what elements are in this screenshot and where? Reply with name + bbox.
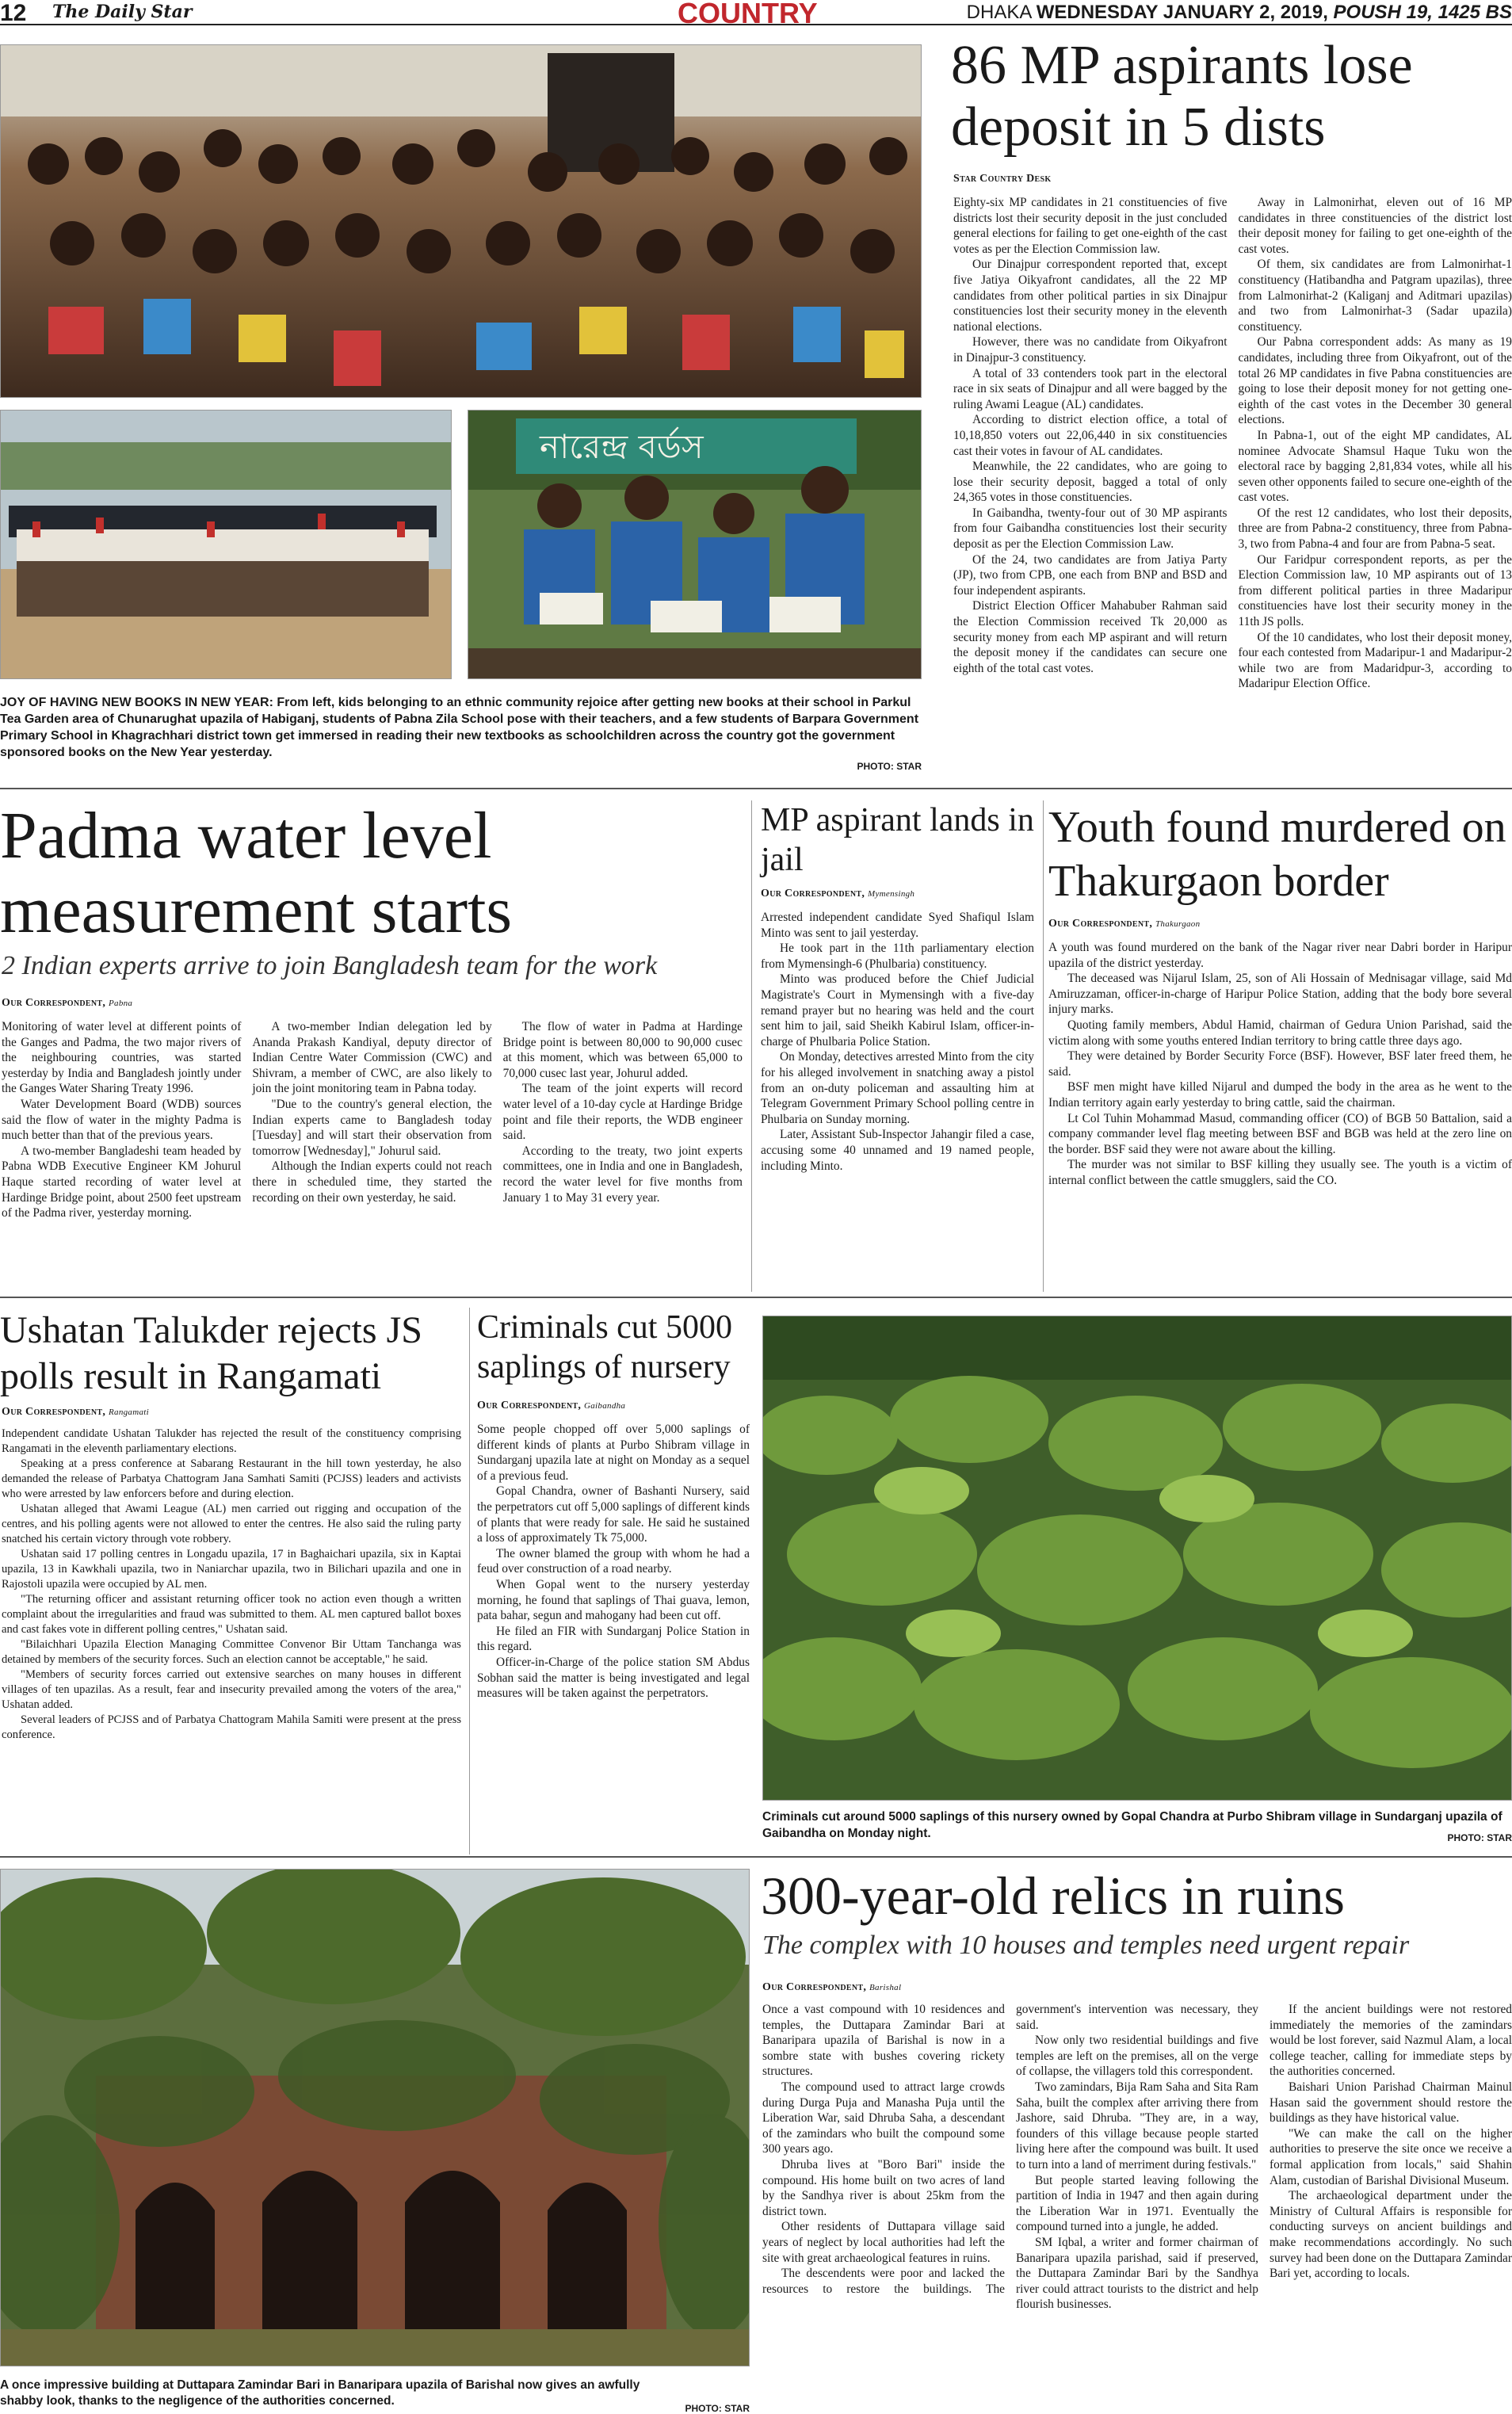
mp86-byline: Star Country Desk	[953, 173, 1052, 185]
divider	[0, 788, 1512, 789]
relics-byline: Our Correspondent, Barishal	[762, 1981, 902, 1993]
paragraph: But people started leaving following the partition of India in 1947 and then again during the Liberation War in 1971. Eventually the compound turned into a jungle, he added.	[1016, 2173, 1258, 2234]
paragraph: Of them, six candidates are from Lalmonirhat-1 constituency (Hatibandha and Patgram upazilas), three from Lalmonirhat-2 (Kaliganj and Aditmari upazilas) and two from Lalmonirhat-3 (Sadar upazila) constituency.	[1238, 258, 1512, 334]
paragraph: A total of 33 contenders took part in the electoral race in six seats of Dinajpur and all were bagged by the ruling Awami League (AL) candidates.	[953, 366, 1228, 411]
paragraph: Ushatan said 17 polling centres in Longadu upazila, 17 in Baghaichari upazila, six in Kaptai upazila, 13 in Kawkhali upazila, two in Naniarchar upazila, two in Bilichari upazila and one in Rajostoli upazila were occupied by AL men.	[2, 1548, 461, 1591]
paragraph: "The returning officer and assistant returning officer took no action even though a written complaint about the irregularities and fraud was submitted to them. AL men captured ballot boxes and cast fakes vote in different polling centres," Ushatan said.	[2, 1593, 461, 1636]
books-photo-credit: PHOTO: STAR	[857, 761, 922, 772]
dateline: DHAKA WEDNESDAY JANUARY 2, 2019, POUSH 19, 1425 BS	[966, 2, 1512, 23]
relics-body	[762, 2002, 1512, 2411]
paragraph: The compound used to attract large crowds during Durga Puja and Manasha Puja until the Liberation War, said Dhruba Saha, a descendant of the zamindars who built the compound some 300 years ago.	[762, 2080, 1005, 2156]
ushatan-headline: Ushatan Talukder rejects JS polls result in Rangamati	[0, 1309, 422, 1397]
photo-nursery	[762, 1316, 1512, 1801]
divider	[469, 1308, 470, 1854]
masthead: The Daily Star	[52, 2, 193, 22]
paragraph: The team of the joint experts will record water level of a 10-day cycle at Hardinge Bridge point and file their reports, the WDB engineer said.	[502, 1082, 743, 1143]
paragraph: On Monday, detectives arrested Minto from the city for his alleged involvement in snatching away a pistol from an on-duty policeman and assaulting him at Telegram Government Primary School polling centre in Phulbaria on Sunday morning.	[761, 1050, 1034, 1126]
paragraph: Minto was produced before the Chief Judicial Magistrate's Court in Mymensingh with a five-day remand prayer but no hearing was held and the court sent him to jail, said Sheikh Kabirul Islam, officer-in-charge of Phulbaria Police Station.	[761, 972, 1034, 1048]
paragraph: A youth was found murdered on the bank of the Nagar river near Dabri border in Haripur upazila of the district yesterday.	[1048, 941, 1512, 970]
paragraph: The archaeological department under the Ministry of Cultural Affairs is responsible for conducting surveys on ancient buildings and make recommendations accordingly. No such survey had been done on the Duttapara Zamindar Bari yet, according to locals.	[1270, 2189, 1512, 2281]
paragraph: Quoting family members, Abdul Hamid, chairman of Gedura Union Parishad, said the victim along with some youths entered Indian territory to bring cattle three days ago.	[1048, 1018, 1512, 1048]
paragraph: If the ancient buildings were not restored immediately the memories of the zamindars would be lost forever, said Nazmul Alam, a local college teacher, calling for immediate steps by the authorities concerned.	[1270, 2003, 1512, 2079]
paragraph: "Bilaichhari Upazila Election Managing Committee Convenor Bir Uttam Tanchanga was detained by members of the security forces. Such an election cannot be acceptable," he said.	[2, 1638, 461, 1666]
paragraph: Away in Lalmonirhat, eleven out of 16 MP candidates in three constituencies of the district lost their deposit money for failing to get one-eighth of the cast votes.	[1238, 196, 1512, 256]
saplings-headline: Criminals cut 5000 saplings of nursery	[477, 1309, 732, 1385]
jail-headline: MP aspirant lands in jail	[761, 802, 1034, 878]
paragraph: Other residents of Duttapara village said years of neglect by local authorities had left the site with great archaeological features in ruins.	[762, 2220, 1005, 2265]
jail-body	[761, 910, 1034, 1290]
paragraph: Water Development Board (WDB) sources said the flow of water in the mighty Padma is much better than that of the previous years.	[2, 1097, 242, 1143]
divider	[751, 800, 752, 1292]
paragraph: Baishari Union Parishad Chairman Mainul Hasan said the government should restore the buildings as they have historical value.	[1270, 2080, 1512, 2126]
paragraph: Gopal Chandra, owner of Bashanti Nursery, said the perpetrators cut off 5,000 saplings of different kinds of plants that were ready for sale. He said he sustained a loss of approximately Tk 75,000.	[477, 1484, 750, 1545]
paragraph: "Members of security forces carried out extensive searches on many houses in different villages of ten upazilas. As a result, fear and insecurity prevailed among the voters of the area," Ushatan added.	[2, 1668, 461, 1711]
paragraph: In Gaibandha, twenty-four out of 30 MP aspirants from four Gaibandha constituencies lost their security deposit as per the Election Commission Law.	[953, 506, 1228, 552]
paragraph: A two-member Indian delegation led by Ananda Prakash Kandiyal, deputy director of Indian Centre Water Commission (CWC) and Shivram, a member of CWC, are also likely to join the joint monitoring team in Pabna today.	[252, 1020, 492, 1096]
paragraph: He took part in the 11th parliamentary election from Mymensingh-6 (Phulbaria) constituency.	[761, 942, 1034, 971]
youth-headline: Youth found murdered on Thakurgaon border	[1048, 803, 1506, 906]
paragraph: Our Pabna correspondent adds: As many as 19 candidates, including three from Oikyafront, out of the total 26 MP candidates in five Pabna constituencies are going to lose their deposit money for not getting one-eighth of the cast votes in the December 30 general elections.	[1238, 335, 1512, 427]
photo-khagrachhari-readers	[468, 410, 922, 679]
paragraph: Independent candidate Ushatan Talukder has rejected the result of the constituency comprising Rangamati in the eleventh parliamentary elections.	[2, 1427, 461, 1455]
padma-headline: Padma water level measurement starts	[0, 799, 513, 947]
paragraph: Several leaders of PCJSS and of Parbatya Chattogram Mahila Samiti were present at the press conference.	[2, 1713, 461, 1741]
paragraph: "We can make the call on the higher authorities to preserve the site once we receive a formal application from locals," said Shahin Alam, custodian of Barishal Divisional Museum.	[1270, 2126, 1512, 2187]
section-title: COUNTRY	[678, 0, 818, 29]
photo-zamindar-bari	[0, 1869, 750, 2366]
paragraph: When Gopal went to the nursery yesterday morning, he found that saplings of Thai guava, lemon, pata bahar, segun and mahogany had been cut off.	[477, 1577, 750, 1623]
paragraph: The deceased was Nijarul Islam, 25, son of Ali Hossain of Mednisagar village, said Md Amiruzzaman, officer-in-charge of Haripur Police Station, adding that the body bore several injury marks.	[1048, 972, 1512, 1017]
relics-headline: 300-year-old relics in ruins	[761, 1866, 1345, 1926]
paragraph: Of the 10 candidates, who lost their deposit money, four each contested from Madaripur-1 and Madaripur-2 while two are from Madaridpur-3, according to Madaripur Election Office.	[1238, 630, 1512, 691]
sign-text: নারেন্দ্র বর্ডস	[540, 427, 704, 466]
paragraph: The murder was not similar to BSF killing they usually see. The youth is a victim of internal conflict between the cattle smugglers, said the CO.	[1048, 1158, 1512, 1187]
paragraph: The flow of water in Padma at Hardinge Bridge point is between 80,000 to 90,000 cusec at this moment, which was between 65,000 to 70,000 cusec last year, Johurul added.	[502, 1020, 743, 1080]
paragraph: He filed an FIR with Sundarganj Police Station in this regard.	[477, 1624, 750, 1654]
paragraph: SM Iqbal, a writer and former chairman of Banaripara upazila parishad, said if preserved, the Duttapara Zamindar Bari by the Sandhya river could attract tourists to the district and help flourish businesses.	[1016, 2235, 1258, 2312]
ushatan-body	[2, 1427, 461, 1847]
paragraph: The owner blamed the group with whom he had a feud over construction of a road nearby.	[477, 1546, 750, 1576]
paragraph: Lt Col Tuhin Mohammad Masud, commanding officer (CO) of BGB 50 Battalion, said a company commander level flag meeting between BSF and BGB was held at the zero line on the border. BSF said they were not aware about the killing.	[1048, 1111, 1512, 1156]
paragraph: Of the 24, two candidates are from Jatiya Party (JP), two from CPB, one each from BNP and BSD and four independent aspirants.	[953, 552, 1228, 598]
paragraph: "Due to the country's general election, the Indian experts came to Bangladesh today [Tuesday] and will start their observation from tomorrow [Wednesday]," Johurul said.	[252, 1097, 492, 1158]
paragraph: Our Faridpur correspondent reports, as per the Election Commission law, 10 MP aspirants out of 13 from different political parties in three Madaripur constituencies have lost their security money in the 11th JS polls.	[1238, 552, 1512, 629]
mp86-body	[953, 195, 1512, 781]
paragraph: In Pabna-1, out of the eight MP candidates, AL nominee Advocate Shamsul Haque Tuku won the electoral race by bagging 2,81,834 votes, while all his seven other opponents failed to secure one-eighth of the cast votes.	[1238, 428, 1512, 505]
mp86-headline: 86 MP aspirants lose deposit in 5 dists	[951, 35, 1413, 158]
relics-photo-credit: PHOTO: STAR	[685, 2403, 750, 2414]
paragraph: According to district election office, a total of 10,18,850 voters out 22,06,440 in six constituencies cast their votes in favour of AL candidates.	[953, 413, 1228, 458]
paragraph: Meanwhile, the 22 candidates, who are going to lose their security deposit, bagged a total of only 24,365 votes in those constituencies.	[953, 460, 1228, 505]
paragraph: Speaking at a press conference at Sabarang Restaurant in the hill town yesterday, he also demanded the release of Parbatya Chattogram Jana Samhati Samiti (PCJSS) leaders and activists who were arrested by law enforcers before and during election.	[2, 1457, 461, 1500]
paragraph: Arrested independent candidate Syed Shafiqul Islam Minto was sent to jail yesterday.	[761, 911, 1034, 940]
paragraph: Our Dinajpur correspondent reported that, except five Jatiya Oikyafront candidates, all the 22 MP candidates from other political parties in six Dinajpur constituencies lost their security money in the eleventh national elections.	[953, 258, 1228, 334]
paragraph: Now only two residential buildings and five temples are left on the premises, all on the verge of collapse, the villagers told this correspondent.	[1016, 2034, 1258, 2079]
paragraph: A two-member Bangladeshi team headed by Pabna WDB Executive Engineer KM Johurul Haque started recording of water level at Hardinge Bridge point, about 2500 feet upstream of the Padma river, yesterday morning.	[2, 1144, 242, 1220]
page-header	[0, 0, 1512, 29]
youth-body	[1048, 940, 1512, 1289]
paragraph: Some people chopped off over 5,000 saplings of different kinds of plants at Purbo Shibram village in Sundarganj upazila late at night on Monday as a sequel of a previous feud.	[477, 1423, 750, 1483]
paragraph: District Election Officer Mahabuber Rahman said the Election Commission received Tk 20,000 as security money from each MP aspirant and will return the deposit money if the candidates can secure one eighth of the total cast votes.	[953, 599, 1228, 675]
paragraph: BSF men might have killed Nijarul and dumped the body in the area as he went to the Indian territory again early yesterday to bring cattle, said the chairman.	[1048, 1080, 1512, 1110]
photo-pabna-students	[0, 410, 452, 679]
jail-byline: Our Correspondent, Mymensingh	[761, 888, 915, 900]
paragraph: Although the Indian experts could not reach there in scheduled time, they started the recording on their own yesterday, he said.	[252, 1159, 492, 1205]
relics-deck: The complex with 10 houses and temples need urgent repair	[762, 1931, 1410, 1960]
relics-caption: A once impressive building at Duttapara Zamindar Bari in Banaripara upazila of Barishal now gives an awfully shabby look, thanks to the negligence of the authorities concerned.	[0, 2378, 640, 2408]
paragraph: Officer-in-Charge of the police station SM Abdus Sobhan said the matter is being investigated and legal measures will be taken against the perpetrators.	[477, 1655, 750, 1701]
paragraph: Later, Assistant Sub-Inspector Jahangir filed a case, accusing some 40 unnamed and 19 named people, including Minto.	[761, 1128, 1034, 1173]
saplings-caption: Criminals cut around 5000 saplings of this nursery owned by Gopal Chandra at Purbo Shibram village in Sundarganj upazila of Gaibandha on Monday night.	[762, 1810, 1502, 1840]
paragraph: Of the rest 12 candidates, who lost their deposits, three are from Pabna-2 constituency, three from Pabna-3, two from Pabna-4 and four are from Pabna-5 seat.	[1238, 506, 1512, 552]
padma-byline: Our Correspondent, Pabna	[2, 997, 133, 1009]
paragraph: Ushatan alleged that Awami League (AL) men carried out rigging and occupation of the centres, and his polling agents were not allowed to enter the centres. He also said the ruling party snatched his certain victory through vote robbery.	[2, 1503, 461, 1545]
padma-deck: 2 Indian experts arrive to join Bangladesh team for the work	[2, 951, 658, 980]
page-number: 12	[0, 0, 27, 26]
saplings-photo-credit: PHOTO: STAR	[1447, 1832, 1512, 1843]
photo-kids-books	[0, 44, 922, 398]
divider	[1043, 800, 1044, 1292]
youth-byline: Our Correspondent, Thakurgaon	[1048, 918, 1201, 930]
saplings-body	[477, 1422, 750, 1850]
divider	[0, 1856, 1512, 1858]
paragraph: The descendents were poor and lacked the resources to restore the buildings. The government's intervention was necessary, they said.	[762, 2003, 1258, 2296]
paragraph: Once a vast compound with 10 residences and temples, the Duttapara Zamindar Bari at Banaripara upazila of Barishal is now in a sombre state with bushes covering rickety structures.	[762, 2003, 1005, 2079]
paragraph: However, there was no candidate from Oikyafront in Dinajpur-3 constituency.	[953, 335, 1228, 365]
books-caption: JOY OF HAVING NEW BOOKS IN NEW YEAR: From left, kids belonging to an ethnic community rejoice after getting new books at their school in Parkul Tea Garden area of Chunarughat upazila of Habiganj, students of Pabna Zila School pose with their teachers, and a few students of Barpara Government Primary School in Khagrachhari district town get immersed in reading their new textbooks as schoolchildren across the country got the government sponsored books on the New Year yesterday.	[0, 696, 919, 759]
padma-body	[2, 1019, 743, 1289]
divider	[0, 1297, 1512, 1298]
paragraph: Monitoring of water level at different points of the Ganges and Padma, the two major rivers of the neighbouring countries, was started yesterday by India and Bangladesh jointly under the Ganges Water Sharing Treaty 1996.	[2, 1020, 242, 1096]
saplings-byline: Our Correspondent, Gaibandha	[477, 1400, 626, 1411]
paragraph: According to the treaty, two joint experts committees, one in India and one in Bangladesh, record the water level for five months from January 1 to May 31 every year.	[502, 1144, 743, 1205]
paragraph: Two zamindars, Bija Ram Saha and Sita Ram Saha, built the complex after arriving there from Jashore, said Dhruba. "They are, in a way, founders of this village because people started living here after the compound was built. It used to turn into a land of merriment during festivals."	[1016, 2080, 1258, 2171]
paragraph: Dhruba lives at "Boro Bari" inside the compound. His home built on two acres of land by the Sandhya river is about 25km from the district town.	[762, 2157, 1005, 2218]
paragraph: Eighty-six MP candidates in 21 constituencies of five districts lost their security deposit in the just concluded general elections for failing to get one-eighth of the cast votes as per the Election Commission law.	[953, 196, 1228, 256]
paragraph: They were detained by Border Security Force (BSF). However, BSF later freed them, he said.	[1048, 1049, 1512, 1079]
ushatan-byline: Our Correspondent, Rangamati	[2, 1406, 149, 1418]
